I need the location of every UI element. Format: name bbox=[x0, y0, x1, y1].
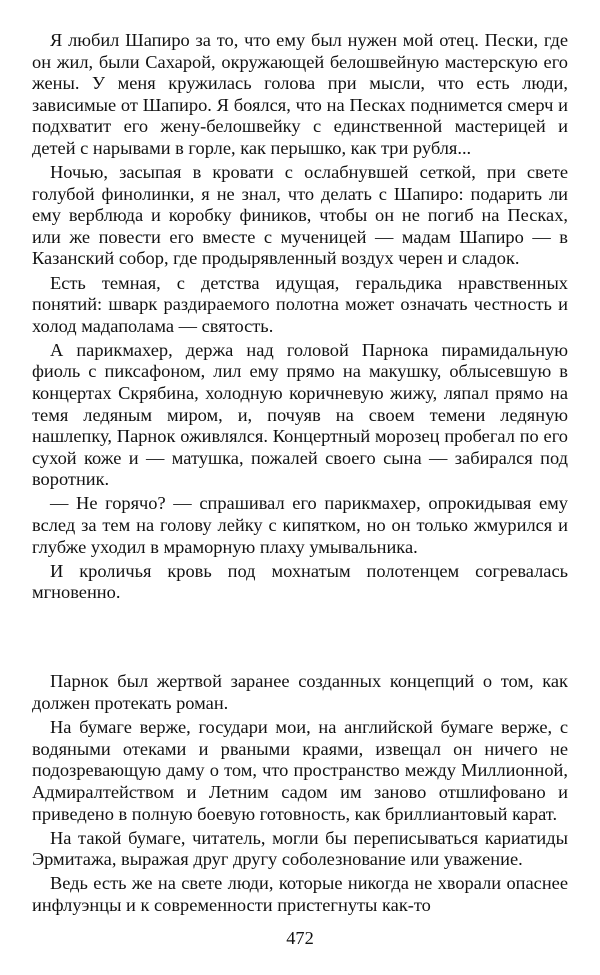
paragraph: Ведь есть же на свете люди, которые никогда не хворали опаснее инфлуэнцы и к современности пристегнуты как-то bbox=[32, 873, 568, 915]
section-one bbox=[32, 30, 568, 604]
paragraph: Ночью, засыпая в кровати с ослабнувшей сеткой, при свете голубой финолинки, я не знал, что делать с Шапиро: подарить ли ему верблюда и коробку фиников, чтобы он не погиб на Песках, или же повести его вместе с мученицей — мадам Шапиро — в Казанский собор, где продырявленный воздух черен и сладок. bbox=[32, 162, 568, 269]
paragraph: Парнок был жертвой заранее созданных концепций о том, как должен протекать роман. bbox=[32, 671, 568, 714]
page-number: 472 bbox=[286, 928, 314, 948]
paragraph: На бумаге верже, государи мои, на английской бумаге верже, с водяными отеками и рваными краями, извещал он ничего не подозревающую даму о том, что пространство между Миллионной, Адмиралтейством и Летним садом им заново отшлифовано и приведено в полную боевую готовность, как бриллиантовый карат. bbox=[32, 717, 568, 824]
paragraph: — Не горячо? — спрашивал его парикмахер, опрокидывая ему вслед за тем на голову лейку с кипятком, но он только жмурился и глубже уходил в мраморную плаху умывальника. bbox=[32, 493, 568, 557]
section-break bbox=[32, 606, 568, 671]
paragraph: На такой бумаге, читатель, могли бы переписываться кариатиды Эрмитажа, выражая друг другу соболезнование или уважение. bbox=[32, 827, 568, 870]
paragraph: А парикмахер, держа над головой Парнока пирамидальную фиоль с пиксафоном, лил ему прямо на макушку, облысевшую в концертах Скрябина, холодную коричневую жижу, ляпал прямо на темя ледяным миром, и, почуяв на своем темени ледяную нашлепку, Парнок оживлялся. Концертный морозец пробегал по его сухой коже и — матушка, пожалей своего сына — забирался под воротник. bbox=[32, 339, 568, 490]
section-two bbox=[32, 671, 568, 916]
paragraph: И кроличья кровь под мохнатым полотенцем согревалась мгновенно. bbox=[32, 560, 568, 603]
paragraph: Есть темная, с детства идущая, геральдика нравственных понятий: шварк раздираемого полотна может означать честность и холод мадаполама — святость. bbox=[32, 272, 568, 336]
book-page bbox=[32, 30, 568, 919]
paragraph: Я любил Шапиро за то, что ему был нужен мой отец. Пески, где он жил, были Сахарой, окружающей белошвейную мастерскую его жены. У меня кружилась голова при мысли, что есть люди, зависимые от Шапиро. Я боялся, что на Песках поднимется смерч и подхватит его жену-белошвейку с единственной мастерицей и детей с нарывами в горле, как перышко, как три рубля... bbox=[32, 30, 568, 158]
